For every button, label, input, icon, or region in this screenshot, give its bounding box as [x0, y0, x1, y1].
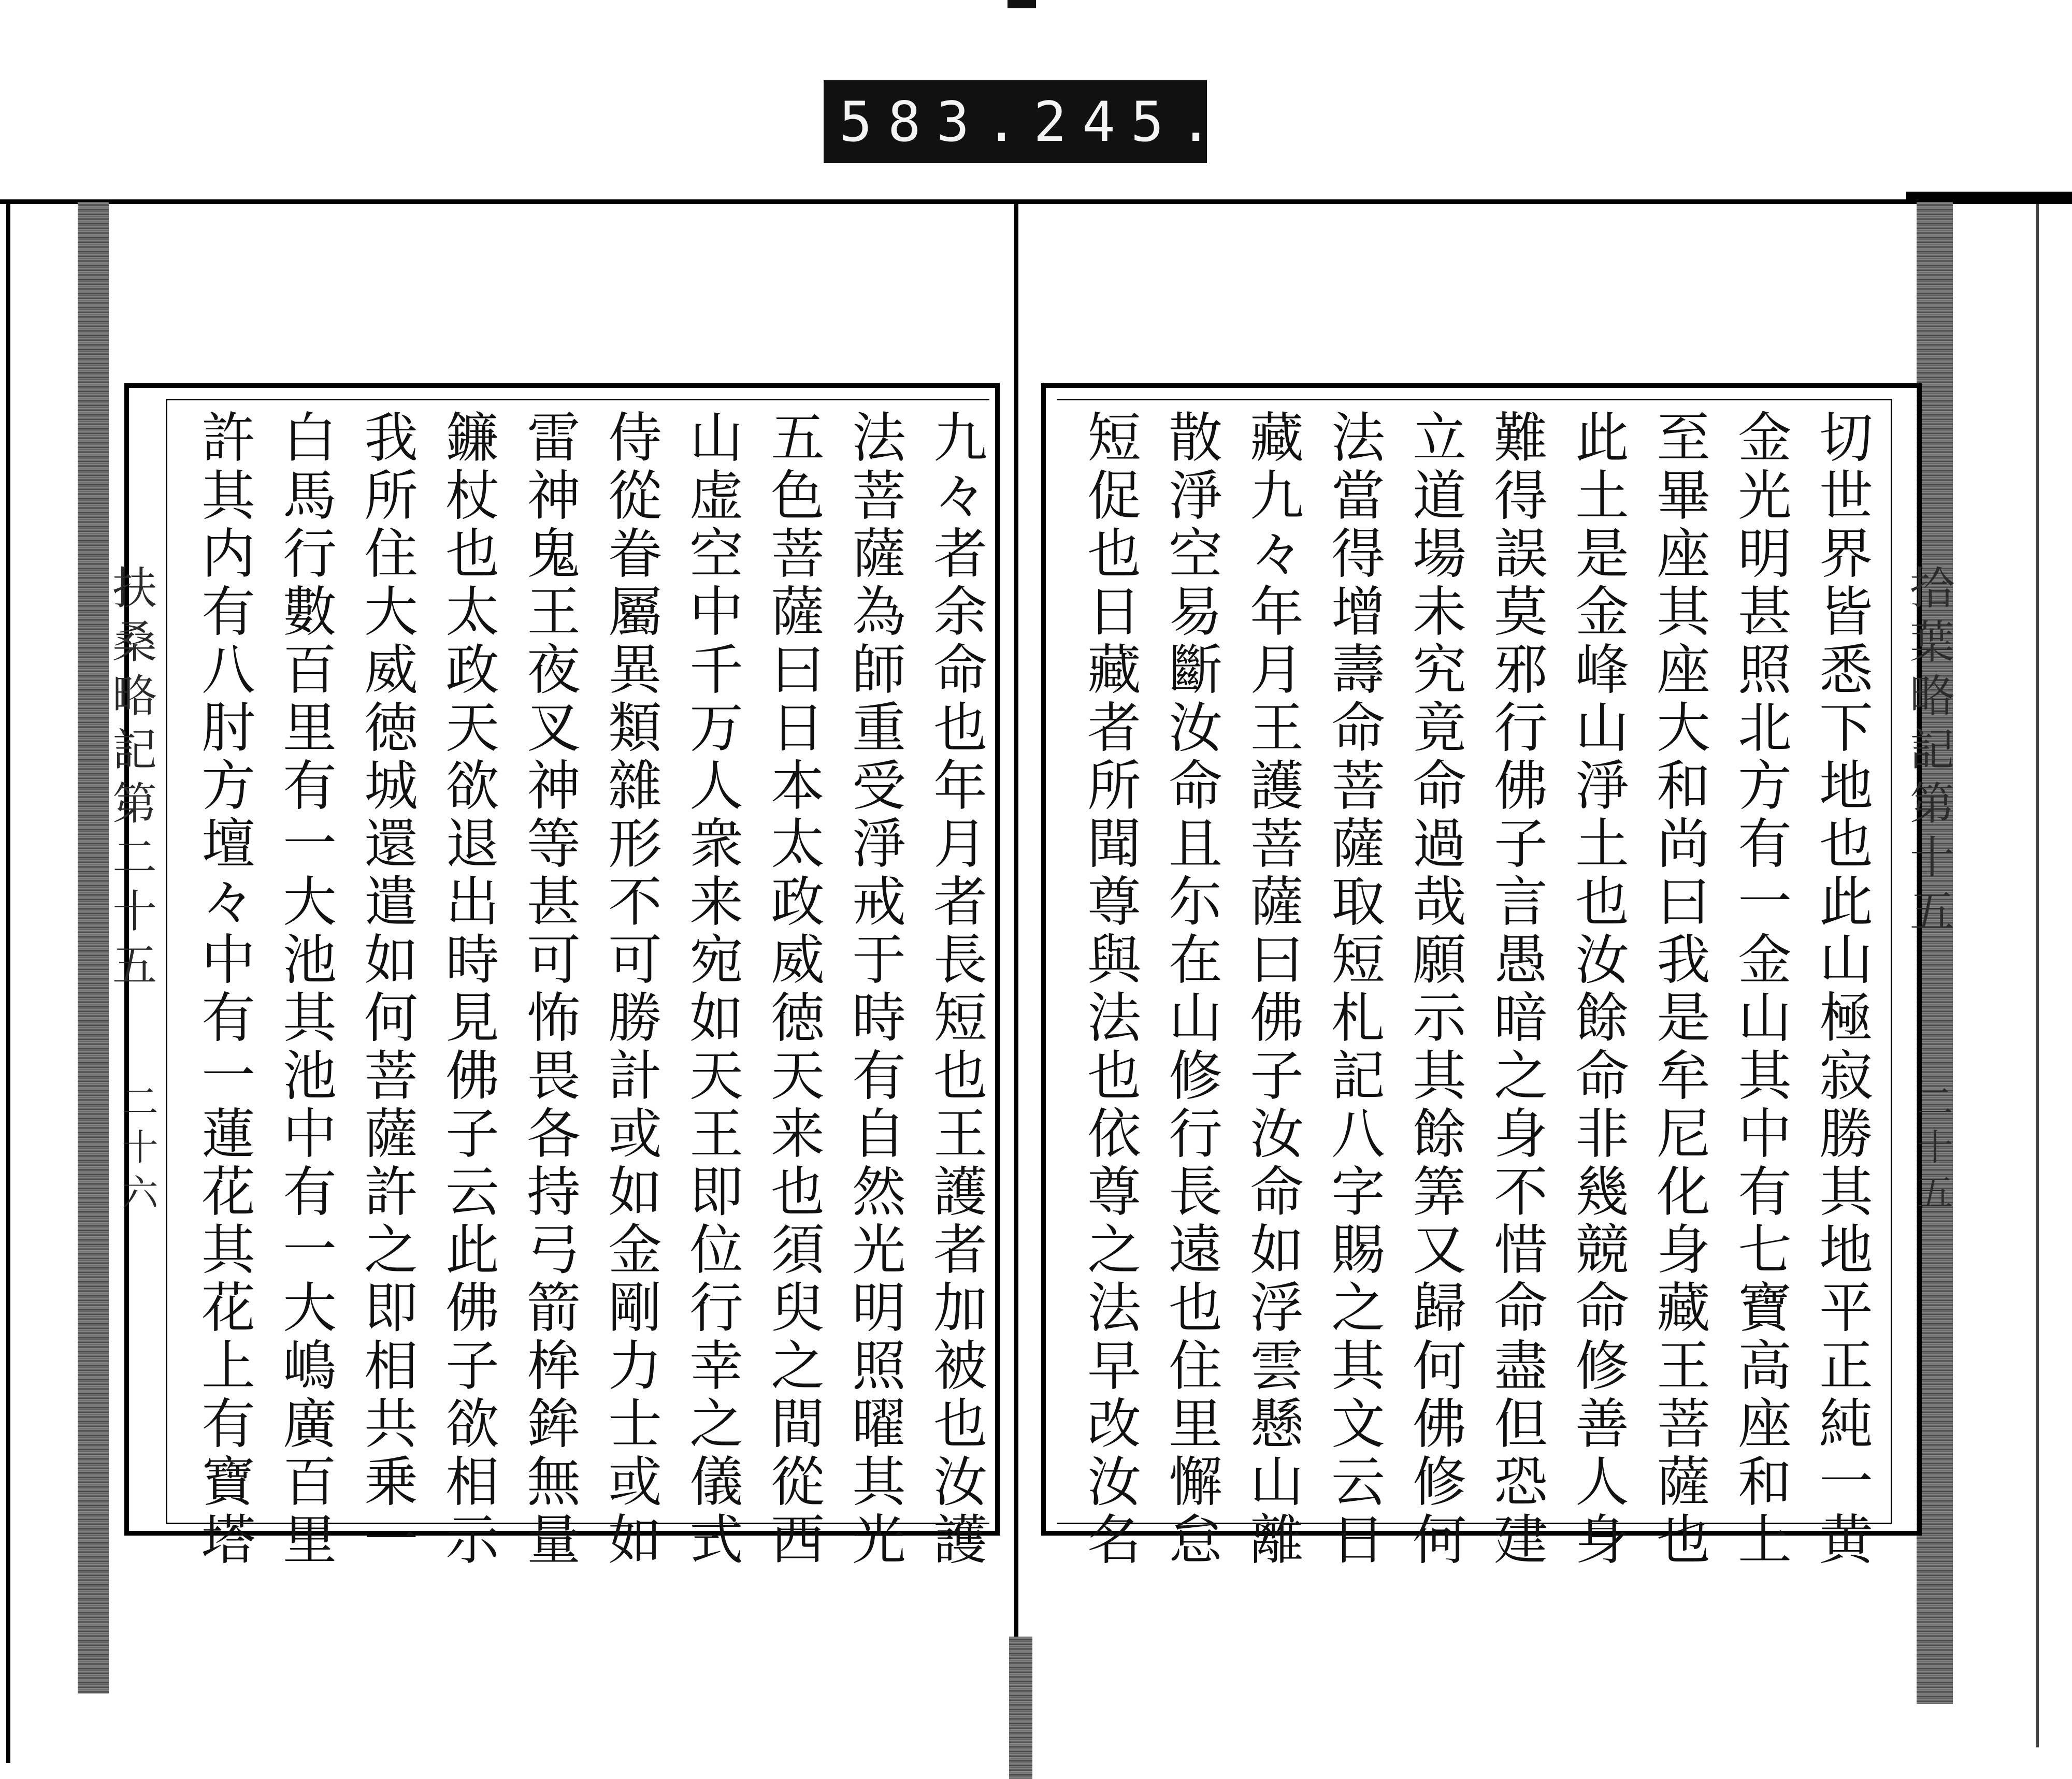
left-column-7: 鐮杖也太政天欲退出時見佛子云此佛子欲相示	[436, 409, 499, 1569]
left-frame-inner-top	[166, 399, 989, 400]
left-column-6: 雷神鬼王夜叉神等甚可怖畏各持弓箭桙鉾無量	[517, 409, 581, 1569]
catalog-number-label	[824, 80, 1228, 163]
right-column-2: 金光明甚照北方有一金山其中有七寶高座和上	[1729, 409, 1792, 1569]
catalog-number-left: 583	[839, 90, 985, 154]
left-column-2: 法菩薩為師重受淨戒于時有自然光明照曜其光	[843, 409, 906, 1569]
right-margin-page-number: 二十五	[1911, 1082, 1953, 1219]
left-column-10: 許其内有八肘方壇々中有一蓮花其花上有寶塔	[192, 409, 255, 1569]
top-scrap-mark	[1008, 0, 1036, 8]
right-column-7: 法當得增壽命菩薩取短札記八字賜之其文云日	[1322, 409, 1385, 1569]
right-column-4: 此土是金峰山淨土也汝餘命非幾競命修善人身	[1566, 409, 1629, 1569]
left-page-edge-line	[6, 204, 10, 1763]
right-column-5: 難得誤莫邪行佛子言愚暗之身不惜命盡但恐建	[1485, 409, 1548, 1569]
left-column-4: 山虚空中千万人衆来宛如天王即位行幸之儀式	[680, 409, 743, 1569]
gutter-edge-stack	[1009, 1637, 1032, 1779]
left-column-9: 白馬行數百里有一大池其池中有一大嶋廣百里	[274, 409, 337, 1569]
right-column-6: 立道場未究竟命過哉願示其餘筭又歸何佛修何	[1403, 409, 1466, 1569]
right-column-8: 藏九々年月王護菩薩曰佛子汝命如浮雲懸山離	[1241, 409, 1304, 1569]
right-column-3: 至畢座其座大和尚曰我是牟尼化身藏王菩薩也	[1647, 409, 1710, 1569]
left-column-3: 五色菩薩曰日本太政威徳天来也須臾之間從西	[761, 409, 825, 1569]
top-edge-line	[0, 199, 2072, 204]
right-column-9: 散淨空易斷汝命且尓在山修行長遠也住里懈怠	[1159, 409, 1222, 1569]
right-page-edge-line	[2036, 204, 2039, 1747]
right-frame-inner-top	[1057, 399, 1891, 400]
right-column-1: 切世界皆悉下地也此山極寂勝其地平正純一黄	[1810, 409, 1873, 1569]
left-margin-title: 扶桑略記第二十五	[105, 565, 156, 995]
right-column-10: 短促也日藏者所聞尊與法也依尊之法早改汝名	[1078, 409, 1141, 1569]
left-margin-page-number: 二十六	[116, 1082, 159, 1219]
left-frame-inner-left	[166, 399, 167, 1524]
catalog-number-right: .245.	[985, 90, 1228, 154]
right-page-edge-stack	[1917, 202, 1953, 1704]
left-column-5: 侍從眷屬異類雜形不可勝計或如金剛力士或如	[599, 409, 662, 1569]
right-frame-inner-right	[1891, 399, 1892, 1524]
left-column-1: 九々者余命也年月者長短也王護者加被也汝護	[924, 409, 987, 1569]
right-margin-title: 拾葉略記第十五	[1902, 565, 1954, 942]
gutter-line	[1014, 202, 1018, 1779]
left-column-8: 我所住大威徳城還遣如何菩薩許之即相共乗一	[355, 409, 418, 1569]
top-edge-line-right	[1906, 192, 2072, 200]
